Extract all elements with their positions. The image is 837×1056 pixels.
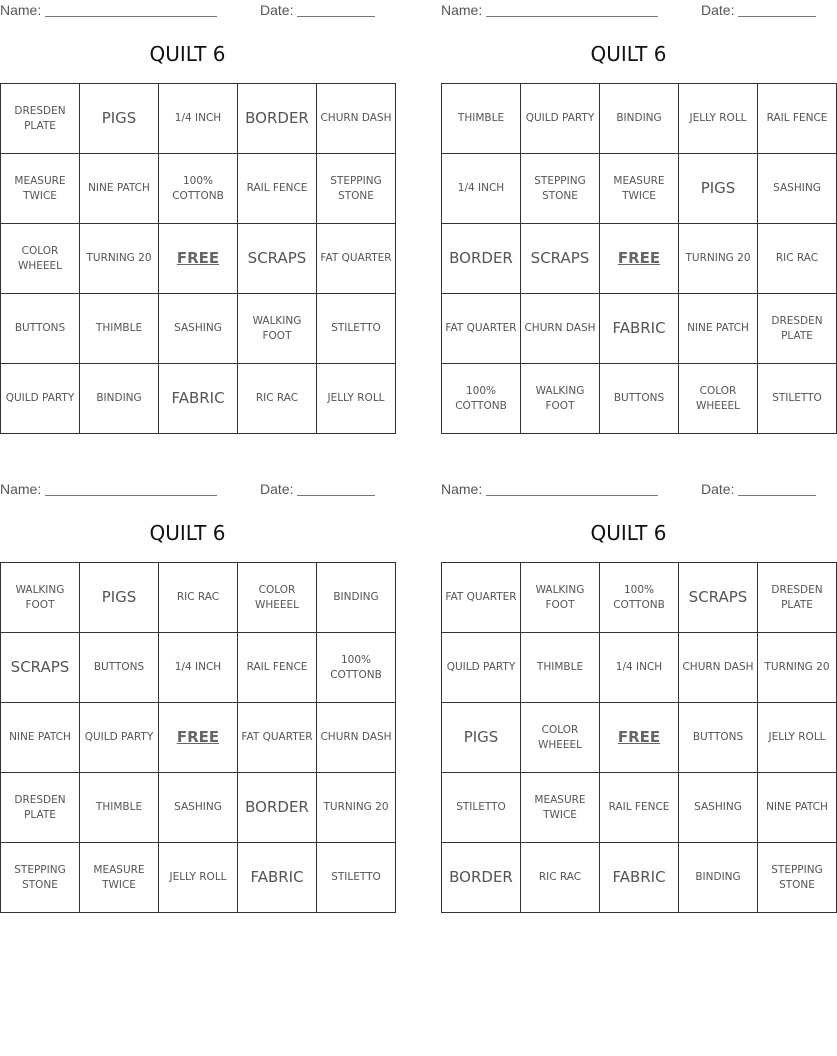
- bingo-cell: STILETTO: [317, 294, 396, 364]
- name-field: [486, 495, 658, 496]
- bingo-cell: 1/4 INCH: [600, 633, 679, 703]
- grid-row: [1, 224, 396, 294]
- bingo-cell: FREE: [600, 224, 679, 294]
- bingo-card: [441, 0, 828, 412]
- bingo-cell: BUTTONS: [600, 364, 679, 434]
- bingo-cell: CHURN DASH: [317, 703, 396, 773]
- date-label: Date:: [701, 481, 735, 497]
- grid-row: [1, 154, 396, 224]
- bingo-cell: 1/4 INCH: [442, 154, 521, 224]
- bingo-cell: STILETTO: [442, 773, 521, 843]
- bingo-grid: [441, 83, 837, 434]
- bingo-cell: SASHING: [758, 154, 837, 224]
- bingo-cell: QUILD PARTY: [442, 633, 521, 703]
- grid-row: [1, 843, 396, 913]
- grid-row: [1, 563, 396, 633]
- bingo-cell: PIGS: [679, 154, 758, 224]
- bingo-cell: CHURN DASH: [679, 633, 758, 703]
- bingo-cell: 100% COTTONB: [600, 563, 679, 633]
- bingo-cell: 1/4 INCH: [159, 633, 238, 703]
- bingo-cell: RAIL FENCE: [238, 154, 317, 224]
- bingo-cell: WALKING FOOT: [521, 364, 600, 434]
- bingo-cell: WALKING FOOT: [238, 294, 317, 364]
- grid-row: [1, 633, 396, 703]
- bingo-cell: BINDING: [80, 364, 159, 434]
- bingo-cell: NINE PATCH: [758, 773, 837, 843]
- name-label: Name:: [0, 2, 42, 18]
- bingo-card: [0, 479, 392, 891]
- bingo-cell: NINE PATCH: [1, 703, 80, 773]
- bingo-cell: SASHING: [159, 294, 238, 364]
- card-header: [441, 479, 816, 501]
- bingo-cell: SCRAPS: [521, 224, 600, 294]
- grid-row: [442, 563, 837, 633]
- bingo-cell: BINDING: [317, 563, 396, 633]
- bingo-cell: QUILD PARTY: [1, 364, 80, 434]
- bingo-cell: BORDER: [238, 84, 317, 154]
- date-label: Date:: [701, 2, 735, 18]
- bingo-cell: STEPPING STONE: [1, 843, 80, 913]
- grid-row: [1, 84, 396, 154]
- grid-row: [1, 294, 396, 364]
- bingo-cell: QUILD PARTY: [80, 703, 159, 773]
- grid-row: [1, 364, 396, 434]
- bingo-cell: COLOR WHEEEL: [1, 224, 80, 294]
- bingo-cell: STILETTO: [758, 364, 837, 434]
- bingo-cell: 100% COTTONB: [442, 364, 521, 434]
- bingo-cell: QUILD PARTY: [521, 84, 600, 154]
- grid-row: [442, 294, 837, 364]
- bingo-cell: STEPPING STONE: [758, 843, 837, 913]
- bingo-cell: DRESDEN PLATE: [1, 84, 80, 154]
- bingo-cell: CHURN DASH: [521, 294, 600, 364]
- bingo-cell: SCRAPS: [679, 563, 758, 633]
- date-field: [297, 16, 375, 17]
- bingo-cell: DRESDEN PLATE: [758, 563, 837, 633]
- card-title: QUILT 6: [590, 521, 667, 545]
- bingo-cell: RIC RAC: [238, 364, 317, 434]
- name-label: Name:: [0, 481, 42, 497]
- bingo-cell: TURNING 20: [80, 224, 159, 294]
- card-header: [0, 479, 375, 501]
- bingo-card: [441, 479, 830, 891]
- bingo-cell: RIC RAC: [758, 224, 837, 294]
- grid-row: [442, 633, 837, 703]
- grid-row: [442, 703, 837, 773]
- bingo-cell: DRESDEN PLATE: [758, 294, 837, 364]
- bingo-cell: FABRIC: [600, 294, 679, 364]
- bingo-cell: FABRIC: [159, 364, 238, 434]
- bingo-cell: RIC RAC: [159, 563, 238, 633]
- bingo-cell: JELLY ROLL: [159, 843, 238, 913]
- grid-row: [1, 773, 396, 843]
- bingo-cell: BINDING: [600, 84, 679, 154]
- bingo-cell: BORDER: [442, 224, 521, 294]
- card-header: [441, 0, 816, 22]
- bingo-cell: WALKING FOOT: [521, 563, 600, 633]
- bingo-cell: BORDER: [442, 843, 521, 913]
- card-title: QUILT 6: [590, 42, 667, 66]
- bingo-cell: FAT QUARTER: [442, 563, 521, 633]
- bingo-cell: FABRIC: [600, 843, 679, 913]
- card-title: QUILT 6: [149, 521, 226, 545]
- grid-row: [442, 84, 837, 154]
- bingo-cell: COLOR WHEEEL: [238, 563, 317, 633]
- grid-row: [1, 703, 396, 773]
- bingo-cell: FREE: [159, 224, 238, 294]
- bingo-cell: DRESDEN PLATE: [1, 773, 80, 843]
- name-label: Name:: [441, 481, 483, 497]
- grid-row: [442, 843, 837, 913]
- bingo-cell: TURNING 20: [317, 773, 396, 843]
- bingo-cell: FAT QUARTER: [238, 703, 317, 773]
- bingo-cell: NINE PATCH: [80, 154, 159, 224]
- card-title: QUILT 6: [149, 42, 226, 66]
- date-field: [738, 16, 816, 17]
- bingo-cell: FABRIC: [238, 843, 317, 913]
- bingo-cell: RAIL FENCE: [600, 773, 679, 843]
- bingo-cell: STEPPING STONE: [521, 154, 600, 224]
- bingo-cell: PIGS: [442, 703, 521, 773]
- bingo-cell: RAIL FENCE: [758, 84, 837, 154]
- bingo-cell: STILETTO: [317, 843, 396, 913]
- bingo-grid: [441, 562, 837, 913]
- bingo-cell: SASHING: [679, 773, 758, 843]
- bingo-cell: RIC RAC: [521, 843, 600, 913]
- bingo-cell: JELLY ROLL: [758, 703, 837, 773]
- grid-row: [442, 224, 837, 294]
- bingo-cell: BUTTONS: [80, 633, 159, 703]
- bingo-grid: [0, 83, 396, 434]
- bingo-cell: MEASURE TWICE: [521, 773, 600, 843]
- bingo-cell: TURNING 20: [758, 633, 837, 703]
- bingo-cell: FREE: [600, 703, 679, 773]
- name-field: [45, 16, 217, 17]
- bingo-cell: FREE: [159, 703, 238, 773]
- bingo-cell: BORDER: [238, 773, 317, 843]
- bingo-cell: 100% COTTONB: [159, 154, 238, 224]
- bingo-cell: TURNING 20: [679, 224, 758, 294]
- date-field: [297, 495, 375, 496]
- bingo-card: [0, 0, 392, 407]
- bingo-cell: THIMBLE: [80, 294, 159, 364]
- bingo-cell: MEASURE TWICE: [80, 843, 159, 913]
- date-label: Date:: [260, 2, 294, 18]
- date-label: Date:: [260, 481, 294, 497]
- bingo-cell: THIMBLE: [521, 633, 600, 703]
- bingo-cell: PIGS: [80, 84, 159, 154]
- grid-row: [442, 154, 837, 224]
- bingo-cell: NINE PATCH: [679, 294, 758, 364]
- bingo-cell: THIMBLE: [80, 773, 159, 843]
- grid-row: [442, 364, 837, 434]
- bingo-cell: 1/4 INCH: [159, 84, 238, 154]
- bingo-cell: BUTTONS: [1, 294, 80, 364]
- name-field: [45, 495, 217, 496]
- bingo-cell: SCRAPS: [1, 633, 80, 703]
- bingo-grid: [0, 562, 396, 913]
- bingo-cell: PIGS: [80, 563, 159, 633]
- grid-row: [442, 773, 837, 843]
- bingo-cell: JELLY ROLL: [317, 364, 396, 434]
- date-field: [738, 495, 816, 496]
- bingo-cell: STEPPING STONE: [317, 154, 396, 224]
- bingo-cell: 100% COTTONB: [317, 633, 396, 703]
- bingo-cell: RAIL FENCE: [238, 633, 317, 703]
- bingo-cell: FAT QUARTER: [317, 224, 396, 294]
- bingo-cell: WALKING FOOT: [1, 563, 80, 633]
- name-field: [486, 16, 658, 17]
- bingo-cell: BINDING: [679, 843, 758, 913]
- bingo-cell: SASHING: [159, 773, 238, 843]
- bingo-cell: COLOR WHEEEL: [521, 703, 600, 773]
- bingo-cell: MEASURE TWICE: [1, 154, 80, 224]
- bingo-cell: JELLY ROLL: [679, 84, 758, 154]
- bingo-cell: THIMBLE: [442, 84, 521, 154]
- bingo-cell: CHURN DASH: [317, 84, 396, 154]
- bingo-cell: COLOR WHEEEL: [679, 364, 758, 434]
- bingo-cell: FAT QUARTER: [442, 294, 521, 364]
- bingo-cell: SCRAPS: [238, 224, 317, 294]
- bingo-cell: BUTTONS: [679, 703, 758, 773]
- bingo-cell: MEASURE TWICE: [600, 154, 679, 224]
- card-header: [0, 0, 375, 22]
- name-label: Name:: [441, 2, 483, 18]
